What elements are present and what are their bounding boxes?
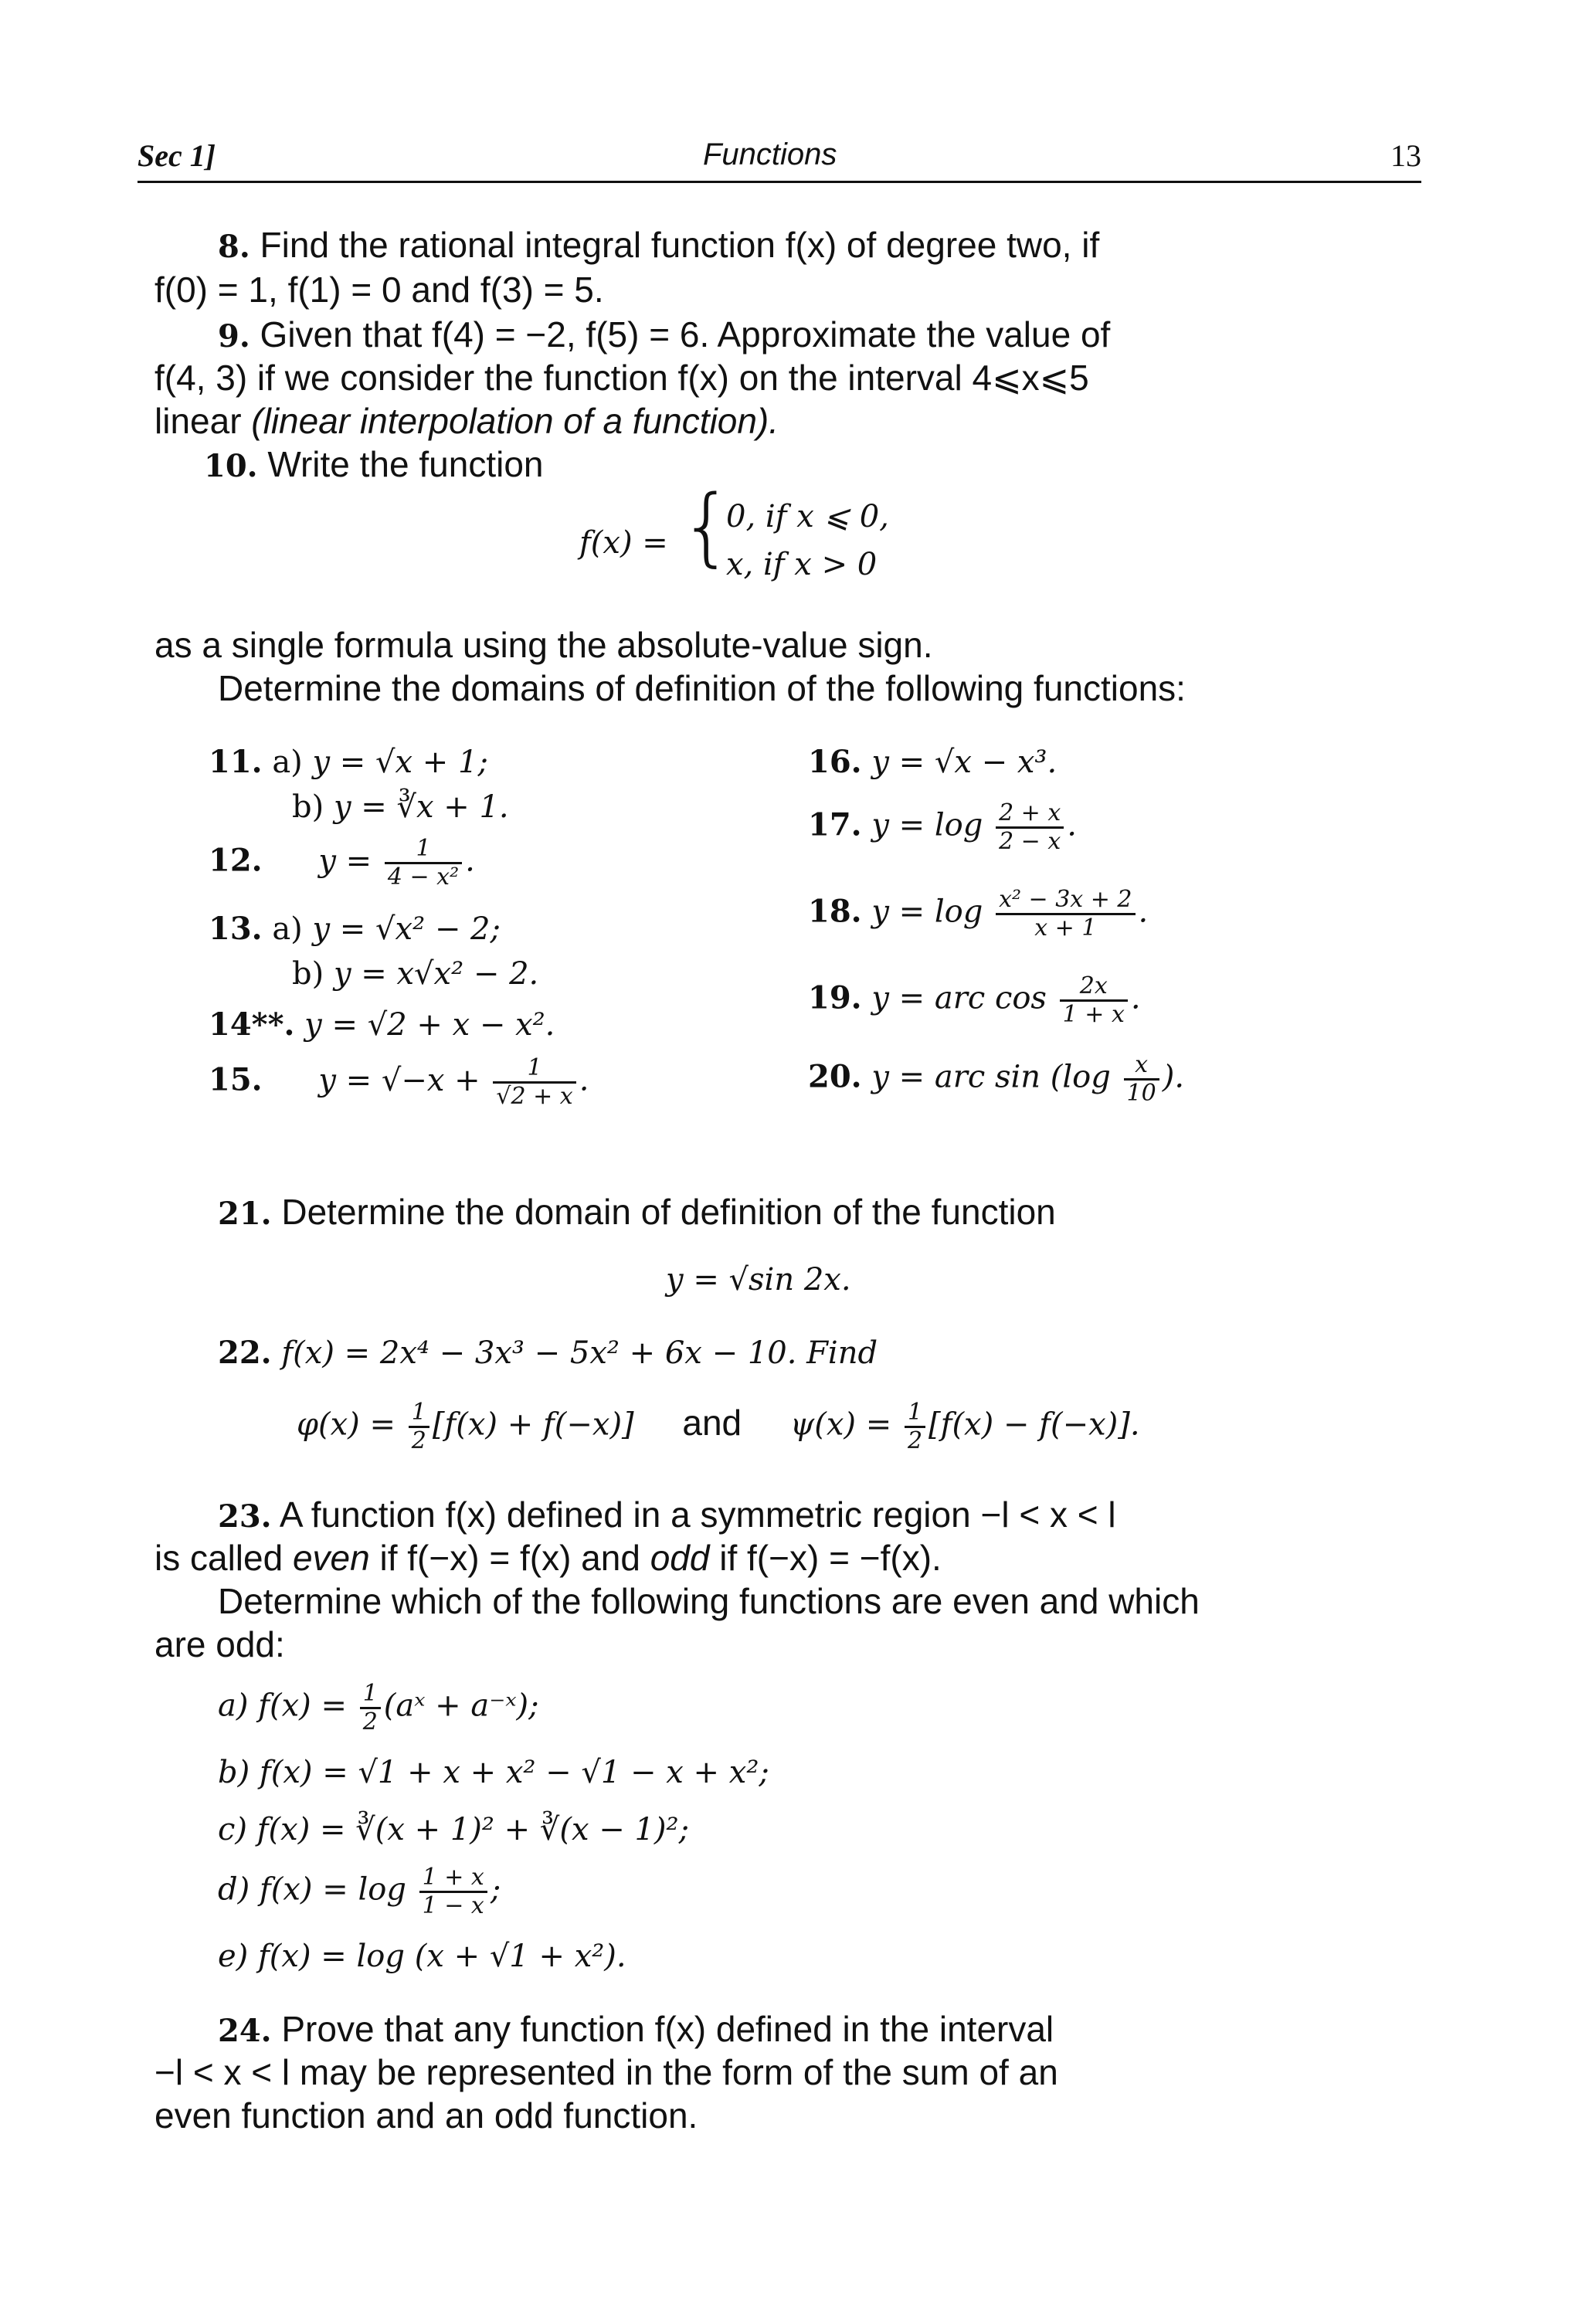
item-expression: y = log [871,894,993,930]
problem-22-text [218,1330,878,1374]
problem-24-line-1 [218,2008,1054,2052]
problem-text: Prove that any function f(x) defined in the interval [281,2009,1054,2049]
problem-13a [209,908,501,950]
problem-23e: e) f(x) = log (x + √1 + x²). [218,1939,626,1974]
problem-text: linear [154,401,252,441]
fraction [996,887,1135,941]
problem-9-line-2: f(4, 3) if we consider the function f(x) on the interval 4⩽x⩽5 [154,358,1089,398]
problem-10-line-2: as a single formula using the absolute-value sign. [154,625,933,665]
fraction-numerator: x² − 3x + 2 [996,887,1135,915]
problem-number: 17. [808,806,862,843]
problem-number: 23. [218,1498,272,1535]
item-expression: y = √x + 1; [312,745,488,780]
item-expression: y = [318,843,382,879]
problem-number: 9. [218,318,250,355]
problem-23d [218,1864,501,1919]
item-expression: y = √x − x³. [871,745,1057,780]
problem-23-line-1 [218,1494,1116,1538]
problem-23a [218,1681,539,1735]
fraction-numerator: 2 + x [996,800,1064,829]
problem-24-line-2: −l < x < l may be represented in the form of the sum of an [154,2052,1058,2092]
problem-12 [209,836,475,891]
conjunction: and [682,1402,742,1443]
section-label: Sec 1] [137,138,216,173]
problem-emphasis: (linear interpolation of a function). [251,401,779,441]
problem-number: 13. [209,911,263,947]
item-label: a) [272,745,303,780]
problem-number: 24. [218,2013,272,2049]
fraction-denominator: 2 − x [999,828,1061,855]
fraction-denominator: 2 [907,1427,923,1454]
problem-text: f(x) = 2x⁴ − 3x³ − 5x² + 6x − 10. Find [281,1335,878,1371]
running-title: Functions [703,137,837,171]
fraction-numerator: 1 [905,1399,925,1428]
item-punctuation: . [465,843,475,879]
fraction-denominator: 2 [362,1708,378,1735]
item-expression: y = x√x² − 2. [333,956,539,992]
problem-14 [209,1004,555,1046]
item-punctuation: . [1067,807,1077,843]
problem-18 [808,887,1148,941]
problem-number: 11. [209,744,263,780]
fraction [385,836,462,891]
problem-19 [808,973,1141,1028]
problem-22-formulas [297,1399,1140,1454]
item-expression: y = √2 + x − x². [304,1007,555,1043]
item-expression: y = √−x + [318,1062,491,1098]
problem-text: Given that f(4) = −2, f(5) = 6. Approximate the value of [260,314,1111,355]
problem-21-text [218,1191,1056,1235]
fraction-half [360,1681,381,1735]
item-label: b) [292,956,324,992]
problem-9-line-3 [154,400,779,442]
psi-rhs: [f(x) − f(−x)]. [928,1406,1140,1443]
fraction [419,1864,487,1919]
problem-9-line-1 [218,314,1110,358]
piecewise-lhs: f(x) = [579,525,668,561]
problem-number: 15. [209,1061,263,1098]
item-punctuation: . [1130,980,1141,1016]
item-punctuation: . [579,1062,589,1098]
item-label: a) [272,911,303,947]
domains-intro: Determine the domains of definition of the following functions: [218,668,1186,708]
fraction [493,1055,575,1110]
problem-15 [209,1055,589,1110]
fraction-numerator: x [1124,1052,1159,1081]
problem-text: A function f(x) defined in a symmetric region −l < x < l [279,1494,1116,1535]
piecewise-case-2: x, if x > 0 [726,547,878,582]
problem-23-line-2 [154,1537,942,1579]
phi-rhs: [f(x) + f(−x)] [432,1406,634,1443]
problem-text: if f(−x) = f(x) and [369,1538,650,1578]
item-punctuation: . [1138,894,1149,930]
problem-23-line-3: Determine which of the following functions are even and which [218,1581,1200,1621]
psi-lhs: ψ(x) = [789,1406,901,1443]
problem-11a [209,741,488,783]
fraction-denominator: 1 − x [422,1892,484,1919]
item-expression: y = arc cos [871,980,1057,1016]
fraction-denominator: 2 [411,1427,426,1454]
problem-number: 21. [218,1196,272,1232]
item-expression: y = arc sin (log [871,1059,1121,1095]
problem-number: 20. [808,1058,862,1095]
fraction-numerator: 1 + x [419,1864,487,1893]
problem-20 [808,1052,1184,1107]
problem-text: is called [154,1538,293,1578]
problem-number: 22. [218,1335,272,1371]
phi-lhs: φ(x) = [297,1406,406,1443]
problem-text: if f(−x) = −f(x). [709,1538,942,1578]
header-rule [137,181,1421,183]
fraction-numerator: 1 [493,1055,575,1084]
item-expression: d) f(x) = log [218,1871,416,1908]
problem-23c: c) f(x) = ∛(x + 1)² + ∛(x − 1)²; [218,1812,690,1847]
fraction-denominator: 10 [1126,1080,1156,1107]
fraction-denominator: 4 − x² [387,863,460,891]
fraction [996,800,1064,855]
problem-11b [292,786,509,828]
problem-16 [808,741,1057,783]
problem-number: 10. [204,448,258,484]
problem-number: 18. [808,893,862,930]
problem-text: Write the function [267,444,544,484]
problem-number: 19. [808,979,862,1016]
fraction-numerator: 1 [360,1681,381,1709]
item-punctuation: ; [490,1871,501,1908]
fraction [1060,973,1128,1028]
problem-8-line-1 [218,224,1099,268]
term-odd: odd [650,1538,710,1578]
piecewise-brace: { [680,477,734,575]
problem-17 [808,800,1077,855]
page-number: 13 [1390,138,1421,173]
item-expression: y = ∛x + 1. [333,789,509,825]
term-even: even [292,1538,370,1578]
item-punctuation: ). [1162,1059,1185,1095]
fraction-half [409,1399,429,1454]
piecewise-case-1: 0, if x ⩽ 0, [726,499,889,534]
item-expression: y = √x² − 2; [312,911,501,947]
fraction-numerator: 1 [385,836,462,864]
problem-number: 14**. [209,1006,295,1043]
fraction-numerator: 2x [1060,973,1128,1002]
item-expression: a) f(x) = [218,1688,357,1724]
fraction [1124,1052,1159,1107]
fraction-denominator: x + 1 [1034,914,1097,941]
item-expression: y = log [871,807,993,843]
item-expression: (aˣ + a⁻ˣ); [383,1688,539,1724]
problem-13b [292,953,538,995]
fraction-denominator: 1 + x [1062,1001,1125,1028]
problem-text: Determine the domain of definition of the function [281,1192,1056,1232]
problem-number: 12. [209,842,263,879]
fraction-numerator: 1 [409,1399,429,1428]
problem-10-line-1 [204,443,543,487]
fraction-half [905,1399,925,1454]
problem-23b: b) f(x) = √1 + x + x² − √1 − x + x²; [218,1755,769,1790]
problem-21-formula: y = √sin 2x. [666,1262,851,1298]
problem-number: 16. [808,744,862,780]
problem-24-line-3: even function and an odd function. [154,2095,698,2136]
problem-8-line-2: f(0) = 1, f(1) = 0 and f(3) = 5. [154,270,604,310]
problem-number: 8. [218,229,250,265]
fraction-denominator: √2 + x [496,1083,573,1110]
item-label: b) [292,789,324,825]
problem-text: Find the rational integral function f(x) of degree two, if [260,225,1100,265]
problem-23-line-4: are odd: [154,1624,285,1664]
